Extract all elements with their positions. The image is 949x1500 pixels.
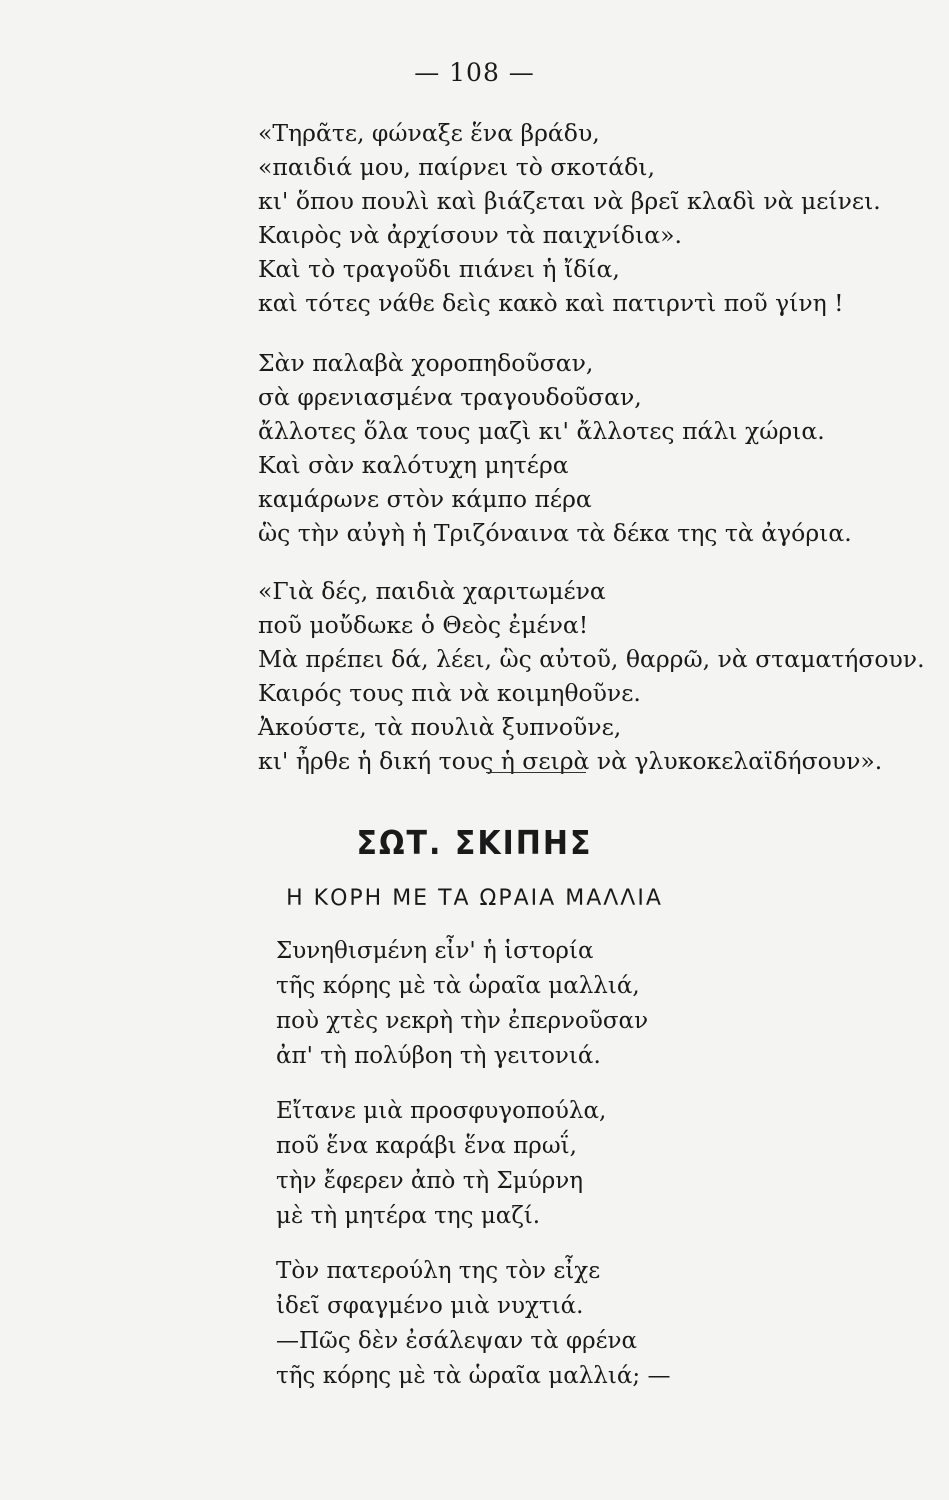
- verse-line: Καιρὸς νὰ ἀρχίσουν τὰ παιχνίδια».: [258, 221, 682, 249]
- verse-line: καὶ τότες νάθε δεὶς κακὸ καὶ πατιρντὶ ποῦ γίνη !: [258, 289, 844, 317]
- verse-line: κι' ἦρθε ἡ δική τους ἡ σειρὰ νὰ γλυκοκελαϊδήσουν».: [258, 747, 883, 775]
- verse-line: Μὰ πρέπει δά, λέει, ὣς αὐτοῦ, θαρρῶ, νὰ σταματήσουν.: [258, 645, 925, 673]
- poem-stanza-1: [276, 934, 648, 1074]
- verse-line: Καὶ σὰν καλότυχη μητέρα: [258, 451, 569, 479]
- verse-line: ποὺ χτὲς νεκρὴ τὴν ἐπερνοῦσαν: [276, 1008, 649, 1034]
- author-name: ΣΩΤ. ΣΚΙΠΗΣ: [356, 824, 593, 863]
- verse-line: καμάρωνε στὸν κάμπο πέρα: [258, 485, 592, 513]
- verse-line: Ἀκούστε, τὰ πουλιὰ ξυπνοῦνε,: [258, 713, 622, 741]
- verse-line: τῆς κόρης μὲ τὰ ὡραῖα μαλλιά; —: [276, 1363, 671, 1389]
- verse-line: κι' ὅπου πουλὶ καὶ βιάζεται νὰ βρεῖ κλαδὶ νὰ μείνει.: [258, 187, 881, 215]
- verse-line: ποῦ ἕνα καράβι ἕνα πρωΐ,: [276, 1133, 577, 1159]
- verse-line: «παιδιά μου, παίρνει τὸ σκοτάδι,: [258, 153, 655, 181]
- verse-line: ὣς τὴν αὐγὴ ἡ Τριζόναινα τὰ δέκα της τὰ ἀγόρια.: [258, 519, 852, 547]
- verse-line: μὲ τὴ μητέρα της μαζί.: [276, 1203, 541, 1229]
- poem-stanza-3: [276, 1254, 671, 1394]
- verse-line: ἰδεῖ σφαγμένο μιὰ νυχτιά.: [276, 1293, 584, 1319]
- verse-line: ποῦ μοὔδωκε ὁ Θεὸς ἐμένα!: [258, 611, 589, 639]
- verse-line: ἄλλοτες ὅλα τους μαζὶ κι' ἄλλοτες πάλι χώρια.: [258, 417, 825, 445]
- section-divider: [486, 772, 586, 773]
- verse-line: Εἴτανε μιὰ προσφυγοπούλα,: [276, 1098, 607, 1124]
- poem-title: Η ΚΟΡΗ ΜΕ ΤΑ ΩΡΑΙΑ ΜΑΛΛΙΑ: [286, 886, 663, 911]
- verse-line: ἀπ' τὴ πολύβοη τὴ γειτονιά.: [276, 1043, 601, 1069]
- verse-line: τῆς κόρης μὲ τὰ ὡραῖα μαλλιά,: [276, 973, 640, 999]
- verse-line: Καιρός τους πιὰ νὰ κοιμηθοῦνε.: [258, 679, 641, 707]
- page-number: — 108 —: [414, 58, 535, 87]
- verse-line: τὴν ἔφερεν ἀπὸ τὴ Σμύρνη: [276, 1168, 583, 1194]
- verse-line: —Πῶς δὲν ἐσάλεψαν τὰ φρένα: [276, 1328, 638, 1354]
- verse-line: «Γιὰ δές, παιδιὰ χαριτωμένα: [258, 577, 606, 605]
- stanza-3: [258, 574, 925, 778]
- verse-line: Καὶ τὸ τραγοῦδι πιάνει ἡ ἴδία,: [258, 255, 620, 283]
- verse-line: Συνηθισμένη εἶν' ἡ ἱστορία: [276, 938, 594, 964]
- verse-line: «Τηρᾶτε, φώναξε ἕνα βράδυ,: [258, 119, 600, 147]
- verse-line: Σὰν παλαβὰ χοροπηδοῦσαν,: [258, 349, 594, 377]
- stanza-1: [258, 116, 881, 320]
- stanza-2: [258, 346, 852, 550]
- verse-line: σὰ φρενιασμένα τραγουδοῦσαν,: [258, 383, 642, 411]
- poem-stanza-2: [276, 1094, 606, 1234]
- verse-line: Τὸν πατερούλη της τὸν εἶχε: [276, 1258, 601, 1284]
